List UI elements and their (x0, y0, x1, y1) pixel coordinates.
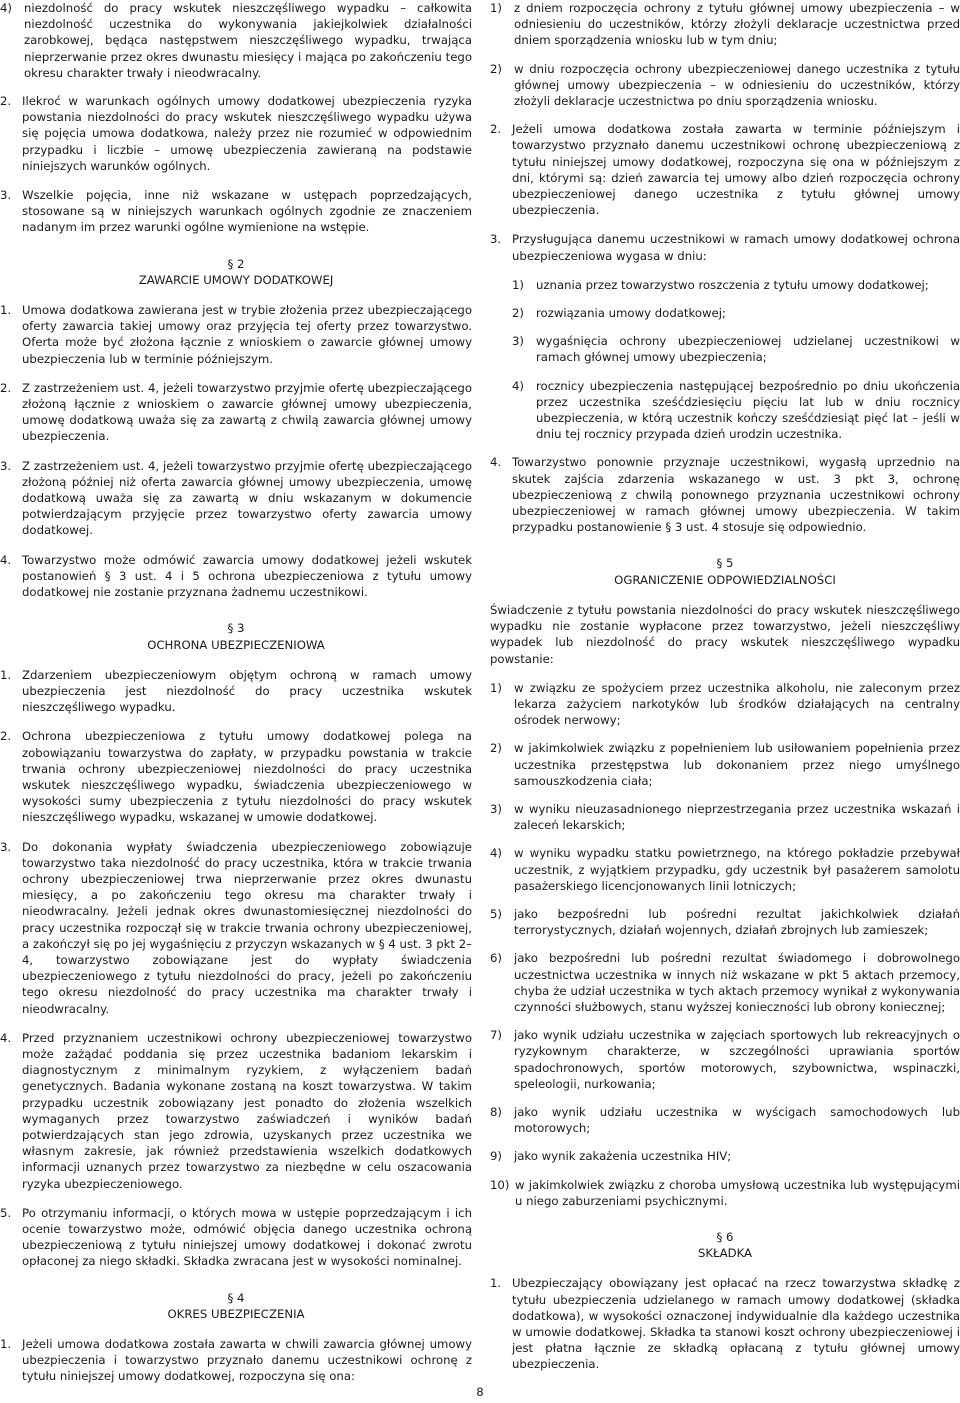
paragraph (490, 454, 960, 535)
section-heading (0, 1290, 472, 1322)
paragraph-text: Świadczenie z tytułu powstania niezdolności do pracy wskutek nieszczęśliwego wypadku nie zostanie wypłacone przez towarzystwo, jeżeli nieszczęśliwy wypadek lub niezdolność do pracy wskutek nieszczęśliwego wypadku powstanie: (490, 602, 960, 666)
page-number: 8 (476, 1385, 484, 1399)
item-number: 3) (490, 801, 502, 816)
paragraph-text: Jeżeli umowa dodatkowa została zawarta w chwili zawarcia głównej umowy ubezpieczenia i towarzystwo przyznało danemu uczestnikowi ochronę z tytułu niniejszej umowy dodatkowej, rozpoczyna się ona: (22, 1337, 472, 1384)
item-text: w jakimkolwiek związku z popełnieniem lub usiłowaniem popełnienia przez uczestnika przestępstwa lub dokonaniem przez niego umyślnego samouszkodzenia ciała; (514, 741, 960, 788)
paragraph-number: 3. (490, 232, 502, 247)
item-number: 9) (490, 1149, 502, 1164)
paragraph (0, 93, 472, 174)
paragraph (0, 839, 472, 1017)
item-number: 1) (490, 1, 502, 15)
section-title: OGRANICZENIE ODPOWIEDZIALNOŚCI (614, 572, 836, 587)
paragraph (0, 380, 472, 445)
paragraph-text: Wszelkie pojęcia, inne niż wskazane w ustępach poprzedzających, stosowane są w niniejszych warunkach ogólnych zgodnie ze znaczeniem nadanym im przez warunki ogólne wymienione na wstępie. (22, 188, 472, 235)
paragraph-number: 1. (0, 303, 12, 318)
list-item (512, 305, 960, 321)
list-item (490, 680, 960, 729)
item-number: 4) (0, 1, 12, 15)
paragraph-text: Ilekroć w warunkach ogólnych umowy dodatkowej ubezpieczenia ryzyka powstania niezdolności do pracy wskutek nieszczęśliwego wypadku używa się pojęcia umowa dodatkowa, należy przez nie rozumieć w odpowiednim przypadku i liczbie – umowę ubezpieczenia zawieraną na podstawie niniejszych warunków ogólnych. (22, 94, 472, 173)
paragraph-number: 2. (0, 94, 12, 109)
item-text: jako wynik zakażenia uczestnika HIV; (514, 1149, 732, 1164)
paragraph (0, 1205, 472, 1270)
paragraph-number: 1. (0, 1337, 12, 1352)
item-text: niezdolność do pracy wskutek nieszczęśliwego wypadku – całkowita niezdolność uczestnika do wykonywania jakiejkolwiek działalności zarobkowej, będąca następstwem nieszczęśliwego wypadku, trwająca nieprzerwanie przez okres dwunastu miesięcy i mająca po zakończeniu tego okresu charakter trwały i nieodwracalny. (24, 1, 472, 80)
paragraph (0, 458, 472, 539)
item-text: jako bezpośredni lub pośredni rezultat jakichkolwiek działań terrorystycznych, działań wojennych, działań zbrojnych lub zamieszek; (514, 906, 960, 938)
list-item (512, 333, 960, 365)
list-item (490, 1027, 960, 1092)
item-number: 2) (490, 61, 502, 76)
list-item (512, 378, 960, 443)
paragraph-text: Jeżeli umowa dodatkowa została zawarta w terminie późniejszym i towarzystwo przyznało danemu uczestnikowi ochronę ubezpieczeniową z tytułu niniejszej umowy dodatkowej, rozpoczyna się ona w późniejszym z dni, którymi są: dzień zawarcia tej umowy albo dzień rozpoczęcia ochrony ubezpieczeniowej danego uczestnika z tytułu głównej umowy ubezpieczenia. (512, 122, 960, 218)
section-title: SKŁADKA (697, 1246, 753, 1261)
list-item (490, 1148, 960, 1164)
section-mark: § 3 (227, 621, 245, 636)
paragraph-number: 2. (0, 380, 12, 395)
item-number: 2) (490, 741, 502, 756)
paragraph (0, 302, 472, 367)
paragraph-number: 1. (490, 1276, 502, 1291)
paragraph-text: Umowa dodatkowa zawierana jest w trybie złożenia przez ubezpieczającego oferty zawarcia takiej umowy oraz przyjęcia tej oferty przez towarzystwo. Oferta może być złożona łącznie z wnioskiem o zawarcie głównej umowy ubezpieczenia lub w terminie późniejszym. (22, 303, 472, 366)
paragraph (0, 1030, 472, 1192)
list-item (490, 801, 960, 833)
section-heading (0, 620, 472, 652)
paragraph-number: 2. (490, 122, 502, 137)
paragraph-text: Zdarzeniem ubezpieczeniowym objętym ochroną w ramach umowy ubezpieczenia jest niezdolność do pracy uczestnika wskutek nieszczęśliwego wypadku. (22, 667, 472, 715)
left-column (0, 0, 472, 1398)
paragraph (0, 728, 472, 825)
list-item (512, 277, 960, 293)
item-text: z dniem rozpoczęcia ochrony z tytułu głównej umowy ubezpieczenia – w odniesieniu do uczestników, którzy złożyli deklaracje uczestnictwa przed dniem sporządzenia wniosku lub w tym dniu; (514, 1, 960, 48)
paragraph-text: Przysługująca danemu uczestnikowi w ramach umowy dodatkowej ochrona ubezpieczeniowa wygasa w dniu: (512, 232, 960, 263)
paragraph-text: Towarzystwo może odmówić zawarcia umowy dodatkowej jeżeli wskutek postanowień § 3 ust. 4 i 5 ochrona ubezpieczeniowa z tytułu umowy dodatkowej nie zostanie przyznana żadnemu uczestnikowi. (22, 552, 472, 600)
item-text: rozwiązania umowy dodatkowej; (536, 306, 726, 321)
list-item (490, 845, 960, 894)
section-heading (0, 256, 472, 288)
item-text: jako bezpośredni lub pośredni rezultat świadomego i dobrowolnego uczestnictwa uczestnika w innych niż wskazane w pkt 5 aktach przemocy, chyba że udział uczestnika w tych aktach przemocy wynikał z wykonywania czynności służbowych, stanu wyższej konieczności lub obrony koniecznej; (514, 951, 960, 1014)
section-mark: § 5 (716, 556, 734, 571)
paragraph-number: 3. (0, 458, 12, 473)
item-number: 6) (490, 951, 502, 966)
item-text: uznania przez towarzystwo roszczenia z tytułu umowy dodatkowej; (536, 277, 929, 292)
item-number: 4) (490, 846, 502, 861)
item-number: 4) (512, 378, 524, 393)
item-text: w związku ze spożyciem przez uczestnika alkoholu, nie zaleconym przez lekarza zażyciem narkotyków lub środków działających na centralny ośrodek nerwowy; (514, 680, 960, 728)
item-number: 2) (512, 306, 524, 321)
paragraph-number: 5. (0, 1205, 12, 1220)
item-number: 10) (490, 1177, 510, 1192)
section-heading (490, 1229, 960, 1261)
paragraph (0, 1336, 472, 1385)
paragraph-text: Z zastrzeżeniem ust. 4, jeżeli towarzystwo przyjmie ofertę ubezpieczającego złożoną później niż oferta zawarcia głównej umowy ubezpieczenia, umowę dodatkową uważa się za zawartą w dniu wskazanym w dokumencie potwierdzającym przyjęcie przez towarzystwo oferty zawarcia umowy dodatkowej. (22, 458, 472, 538)
list-item (490, 1104, 960, 1136)
item-text: w wyniku wypadku statku powietrznego, na którego pokładzie przebywał uczestnik, z wyjątkiem przypadku, gdy uczestnik był pasażerem samolotu pasażerskiego licencjonowanych linii lotniczych; (514, 846, 960, 893)
paragraph (0, 552, 472, 601)
paragraph (490, 231, 960, 263)
section-mark: § 2 (227, 256, 245, 271)
paragraph-text: Do dokonania wypłaty świadczenia ubezpieczeniowego zobowiązuje towarzystwo taka niezdolność do pracy uczestnika, która w trakcie trwania ochrony ubezpieczeniowej trwa nieprzerwanie przez okres dwunastu miesięcy, a po zakończeniu tego okresu ma charakter trwały i nieodwracalny. Jeżeli jednak okres dwunastomiesięcznej niezdolności do pracy uczestnika rozpoczął się w trakcie trwania ochrony ubezpieczeniowej, a zakończył się po jej wygaśnięciu z przyczyn wskazanych w § 4 ust. 3 pkt 2–4, towarzystwo zobowiązane jest do wypłaty świadczenia ubezpieczeniowego z tytułu niezdolności do pracy, jeżeli po zakończeniu tego okresu niezdolność do pracy uczestnika ma charakter trwały i nieodwracalny. (22, 839, 472, 1016)
paragraph-text: Z zastrzeżeniem ust. 4, jeżeli towarzystwo przyjmie ofertę ubezpieczającego złożoną łącznie z wnioskiem o zawarcie głównej umowy ubezpieczenia, umowę dodatkową uważa się za zawartą z chwilą zawarcia głównej umowy ubezpieczenia. (22, 380, 472, 444)
paragraph (490, 121, 960, 218)
item-number: 3) (512, 334, 524, 349)
list-item (490, 61, 960, 110)
section-title: OKRES UBEZPIECZENIA (167, 1306, 305, 1321)
item-number: 1) (490, 680, 502, 695)
list-item (490, 740, 960, 789)
section-mark: § 6 (716, 1229, 734, 1244)
definition-item (0, 0, 472, 81)
item-text: w dniu rozpoczęcia ochrony ubezpieczeniowej danego uczestnika z tytułu głównej umowy ubezpieczenia – w odniesieniu do uczestników, którzy złożyli deklaracje uczestnictwa po dniu sporządzenia wniosku. (514, 61, 960, 109)
item-number: 5) (490, 906, 502, 921)
item-text: jako wynik udziału uczestnika w wyścigach samochodowych lub motorowych; (514, 1104, 960, 1136)
paragraph-number: 2. (0, 729, 12, 744)
item-text: wygaśnięcia ochrony ubezpieczeniowej udzielanej uczestnikowi w ramach głównej umowy ubezpieczenia; (536, 334, 960, 365)
paragraph-number: 3. (0, 839, 12, 854)
right-column (490, 0, 960, 1386)
paragraph-text: Ubezpieczający obowiązany jest opłacać na rzecz towarzystwa składkę z tytułu ubezpieczenia udzielanego w ramach umowy dodatkowej (składka dodatkowa), w wysokości oznaczonej indywidualnie dla każdego uczestnika w umowie dodatkowej. Składka ta stanowi koszt ochrony ubezpieczeniowej i jest płatna łącznie ze składką opłacaną z tytułu głównej umowy ubezpieczenia. (512, 1276, 960, 1372)
paragraph (0, 187, 472, 236)
item-number: 8) (490, 1104, 502, 1119)
item-number: 1) (512, 277, 524, 292)
paragraph (0, 667, 472, 716)
paragraph-text: Po otrzymaniu informacji, o których mowa w ustępie poprzedzającym i ich ocenie towarzystwo może, odmówić objęcia danego uczestnika ochroną ubezpieczeniową z tytułu niniejszej umowy dodatkowej i dokonać zwrotu opłaconej za niego składki. Składka zwracana jest w wysokości nominalnej. (22, 1205, 472, 1269)
list-item (490, 950, 960, 1015)
item-text: rocznicy ubezpieczenia następującej bezpośrednio po dniu ukończenia przez uczestnika sześćdziesięciu pięciu lat lub w dniu rocznicy ubezpieczenia, w którą uczestnik kończy sześćdziesiąt pięć lat – jeśli w dniu tej rocznicy przypada dzień urodzin uczestnika. (536, 378, 960, 442)
paragraph-number: 1. (0, 667, 12, 682)
paragraph-number: 4. (0, 1030, 12, 1045)
item-text: w wyniku nieuzasadnionego nieprzestrzegania przez uczestnika wskazań i zaleceń lekarskich; (514, 801, 960, 833)
paragraph-number: 4. (490, 455, 502, 470)
section-title: OCHRONA UBEZPIECZENIOWA (147, 637, 325, 652)
paragraph-text: Ochrona ubezpieczeniowa z tytułu umowy dodatkowej polega na zobowiązaniu towarzystwa do zapłaty, w przypadku powstania w trakcie trwania ochrony ubezpieczeniowej niezdolności do pracy uczestnika wskutek nieszczęśliwego wypadku, świadczenia ubezpieczeniowego w wysokości sumy ubezpieczenia z tytułu niezdolności do pracy wskutek nieszczęśliwego wypadku, wskazanej w umowie dodatkowej. (22, 729, 472, 825)
paragraph-number: 3. (0, 188, 12, 203)
item-text: w jakimkolwiek związku z choroba umysłową uczestnika lub występującymi u niego zaburzeniami psychicznymi. (515, 1177, 960, 1208)
paragraph-text: Towarzystwo ponownie przyznaje uczestnikowi, wygasłą uprzednio na skutek zajścia zdarzenia wskazanego w ust. 3 pkt 3, ochronę ubezpieczeniową z chwilą ponownego przyznania uczestnikowi ochrony ubezpieczeniowej w ramach głównej umowy ubezpieczenia. W takim przypadku postanowienie § 3 ust. 4 stosuje się odpowiednio. (512, 455, 960, 535)
paragraph (490, 1275, 960, 1372)
paragraph-number: 4. (0, 552, 12, 567)
item-text: jako wynik udziału uczestnika w zajęciach sportowych lub rekreacyjnych o ryzykownym charakterze, w szczególności uprawiania sportów spadochronowych, sportów motorowych, szybownictwa, wspinaczki, speleologii, nurkowania; (514, 1028, 960, 1091)
item-number: 7) (490, 1028, 502, 1043)
list-item (490, 906, 960, 938)
list-item (490, 1177, 960, 1209)
section-mark: § 4 (227, 1290, 245, 1305)
section-heading (490, 555, 960, 587)
section-title: ZAWARCIE UMOWY DODATKOWEJ (138, 272, 334, 287)
list-item (490, 0, 960, 49)
paragraph-text: Przed przyznaniem uczestnikowi ochrony ubezpieczeniowej towarzystwo może zażądać poddania się przez uczestnika badaniom lekarskim i diagnostycznym z minimalnym ryzykiem, z wyłączeniem badań genetycznych. Badania wykonane zostaną na koszt towarzystwa. W takim przypadku uczestnik zobowiązany jest ponadto do złożenia wszelkich wymaganych przez towarzystwo zaświadczeń i wyników badań potwierdzających stan jego zdrowia, uzyskanych przez uczestnika we własnym zakresie, jak również przedstawienia wszelkich dodatkowych informacji uznanych przez towarzystwo za niezbędne w celu oszacowania ryzyka ubezpieczeniowego. (22, 1030, 472, 1191)
expiry-list (490, 277, 960, 443)
